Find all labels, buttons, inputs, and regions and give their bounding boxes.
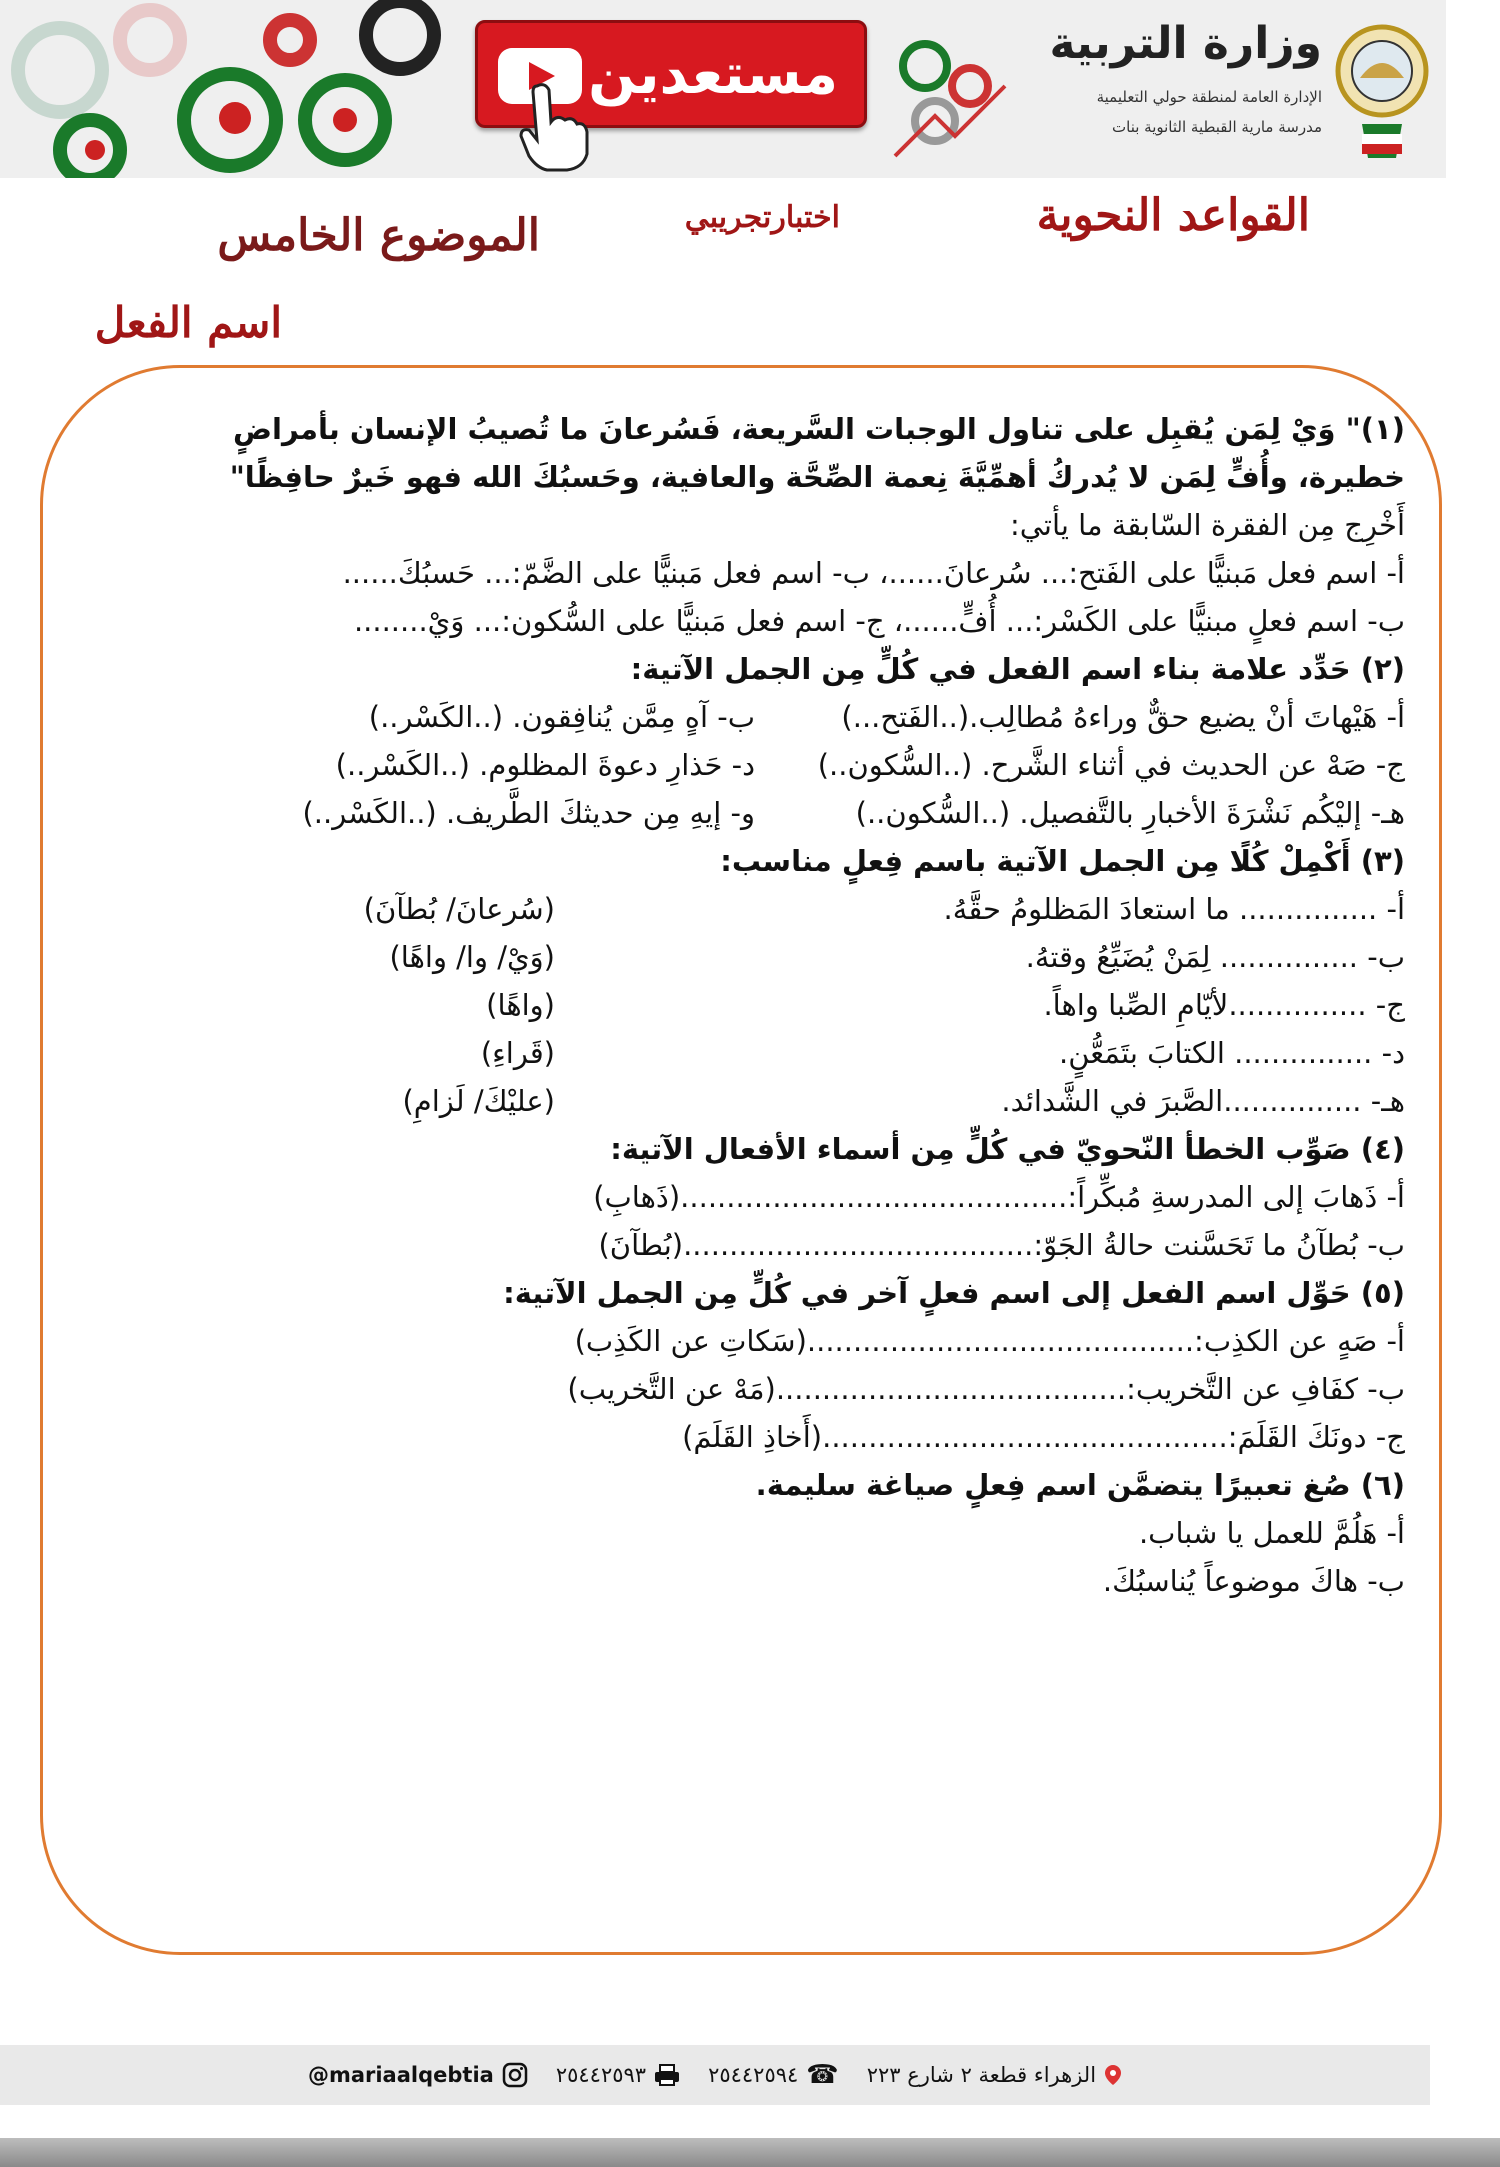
q1-item-a: أ- اسم فعل مَبنيًّا على الفَتح:... سُرعانَ......، ب- اسم فعل مَبنيًّا على الضَّمّ:... حَسبُكَ......	[342, 556, 1405, 590]
location-pin-icon	[1104, 2064, 1122, 2086]
q4-item-a: أ- ذَهابَ إلى المدرسةِ مُبكِّراً:..........................................(ذَهابِ)	[593, 1180, 1405, 1214]
q1-passage-line: (١)" وَيْ لِمَن يُقبِل على تناول الوجبات السَّريعة، فَسُرعانَ ما تُصيبُ الإنسان بأمراضٍ	[233, 412, 1405, 446]
q1-passage-line: خطيرة، وأُفٍّ لِمَن لا يُدركُ أهمِّيَّةَ نِعمة الصِّحَّة والعافية، وحَسبُكَ الله فهو خَيرٌ حافِظًا"	[229, 460, 1405, 494]
address-text: الزهراء قطعة ٢ شارع ٢٢٣	[866, 2063, 1097, 2087]
instagram-item[interactable]	[308, 2062, 528, 2088]
q3-row	[80, 933, 1405, 981]
q3-answer: (وَيْ/ وا/ واهًا)	[389, 940, 555, 974]
q6-title: (٦) صُغ تعبيرًا يتضمَّن اسم فِعلٍ صياغة سليمة.	[755, 1468, 1405, 1502]
subscribe-label: مستعدين	[588, 41, 838, 107]
ministry-logo	[885, 6, 1440, 174]
q2-title: (٢) حَدِّد علامة بناء اسم الفعل في كُلٍّ مِن الجمل الآتية:	[630, 652, 1405, 686]
q6-item-b: ب- هاكَ موضوعاً يُناسبُكَ.	[1102, 1564, 1405, 1598]
q5-item-b: ب- كفَافِ عن التَّخريب:......................................(مَهْ عن التَّخريب)	[567, 1372, 1405, 1406]
q2-row	[80, 741, 1405, 789]
phone-item	[708, 2060, 839, 2090]
topic-title: اسم الفعل	[94, 298, 282, 347]
q2-item-e: هـ- إليْكُم نَشْرَةَ الأخبارِ بالتَّفصيل. (..السُّكون..)	[855, 796, 1405, 830]
q5-title: (٥) حَوِّل اسم الفعل إلى اسم فعلٍ آخر في كُلٍّ مِن الجمل الآتية:	[503, 1276, 1405, 1310]
ministry-name: وزارة التربية	[1049, 18, 1322, 69]
q2-item-c: ج- صَهْ عن الحديث في أثناء الشَّرح. (..السُّكون..)	[817, 748, 1405, 782]
q4-item-b: ب- بُطآنُ ما تَحَسَّنت حالةُ الجَوّ:......................................(بُطآنَ)	[598, 1228, 1405, 1262]
bottom-bar	[0, 2138, 1500, 2167]
q3-sentence: د- ............... الكتابَ بتَمَعُّنٍ.	[1059, 1036, 1405, 1070]
q2-item-f: و- إيهِ مِن حديثكَ الطَّريف. (..الكَسْر..)	[302, 796, 755, 830]
fax-text: ٢٥٤٤٢٥٩٣	[555, 2063, 647, 2087]
phone-text: ٢٥٤٤٢٥٩٤	[708, 2063, 799, 2087]
instagram-icon	[502, 2062, 528, 2088]
fax-icon	[654, 2064, 680, 2086]
pointer-hand-icon	[515, 80, 595, 172]
phone-icon: ☎	[806, 2060, 839, 2090]
q4-title: (٤) صَوِّب الخطأ النّحويّ في كُلٍّ مِن أسماء الأفعال الآتية:	[610, 1132, 1405, 1166]
q3-row	[80, 1029, 1405, 1077]
q2-item-a: أ- هَيْهاتَ أنْ يضيع حقٌّ وراءهُ مُطالِب.(..الفَتح...)	[841, 700, 1405, 734]
q3-answer: (قَراءِ)	[480, 1036, 555, 1070]
ministry-subtitle: الإدارة العامة لمنطقة حولي التعليمية	[1096, 88, 1322, 106]
q1-item-b: ب- اسم فعلٍ مبنيًّا على الكَسْر:... أُفٍّ......، ج- اسم فعل مَبنيًّا على السُّكون:... وَيْ........	[353, 604, 1405, 638]
gears-decoration-icon	[0, 0, 460, 178]
q3-sentence: أ- ............... ما استعادَ المَظلومُ حقَّهُ.	[943, 892, 1405, 926]
exam-type-label: اختبارتجريبي	[684, 200, 840, 235]
q3-sentence: هـ- ...............الصَّبرَ في الشَّدائد.	[1001, 1084, 1405, 1118]
q3-row	[80, 1077, 1405, 1125]
header-banner	[0, 0, 1446, 178]
contact-footer	[0, 2045, 1430, 2105]
q3-answer: (عليْكَ/ لَزامِ)	[402, 1084, 555, 1118]
q3-sentence: ج- ...............لأيّامِ الصِّبا واهاً.	[1043, 988, 1405, 1022]
q3-sentence: ب- ............... لِمَنْ يُضَيِّعُ وقتهُ.	[1025, 940, 1405, 974]
q2-row	[80, 789, 1405, 837]
small-gears-icon	[885, 26, 1015, 166]
topic-number: الموضوع الخامس	[217, 210, 540, 261]
q2-item-d: د- حَذارِ دعوةَ المظلوم. (..الكَسْر..)	[335, 748, 755, 782]
q2-row	[80, 693, 1405, 741]
q3-answer: (سُرعانَ/ بُطآنَ)	[363, 892, 555, 926]
kuwait-emblem-icon	[1332, 16, 1432, 166]
q2-item-b: ب- آهٍ مِمَّن يُنافِقون. (..الكَسْر..)	[368, 700, 755, 734]
worksheet-content	[80, 405, 1405, 1605]
q6-item-a: أ- هَلُمَّ للعمل يا شباب.	[1138, 1516, 1405, 1550]
q3-row	[80, 981, 1405, 1029]
q3-title: (٣) أَكْمِلْ كُلًا مِن الجمل الآتية باسم فِعلٍ مناسب:	[720, 844, 1405, 878]
q1-instruction: أَخْرِج مِن الفقرة السّابقة ما يأتي:	[1009, 508, 1405, 542]
location-item	[867, 2063, 1122, 2087]
q3-answer: (واهًا)	[486, 988, 555, 1022]
q3-row	[80, 885, 1405, 933]
q5-item-a: أ- صَهٍ عن الكذِب:..........................................(سَكاتِ عن الكَذِب)	[574, 1324, 1405, 1358]
instagram-handle[interactable]: @mariaalqebtia	[307, 2063, 494, 2087]
school-name: مدرسة مارية القبطية الثانوية بنات	[1112, 118, 1322, 136]
q5-item-c: ج- دونَكَ القَلَمَ:............................................(أَخاذِ القَلَمَ)	[682, 1420, 1405, 1454]
subject-title: القواعد النحوية	[1036, 190, 1310, 241]
fax-item	[556, 2063, 680, 2087]
